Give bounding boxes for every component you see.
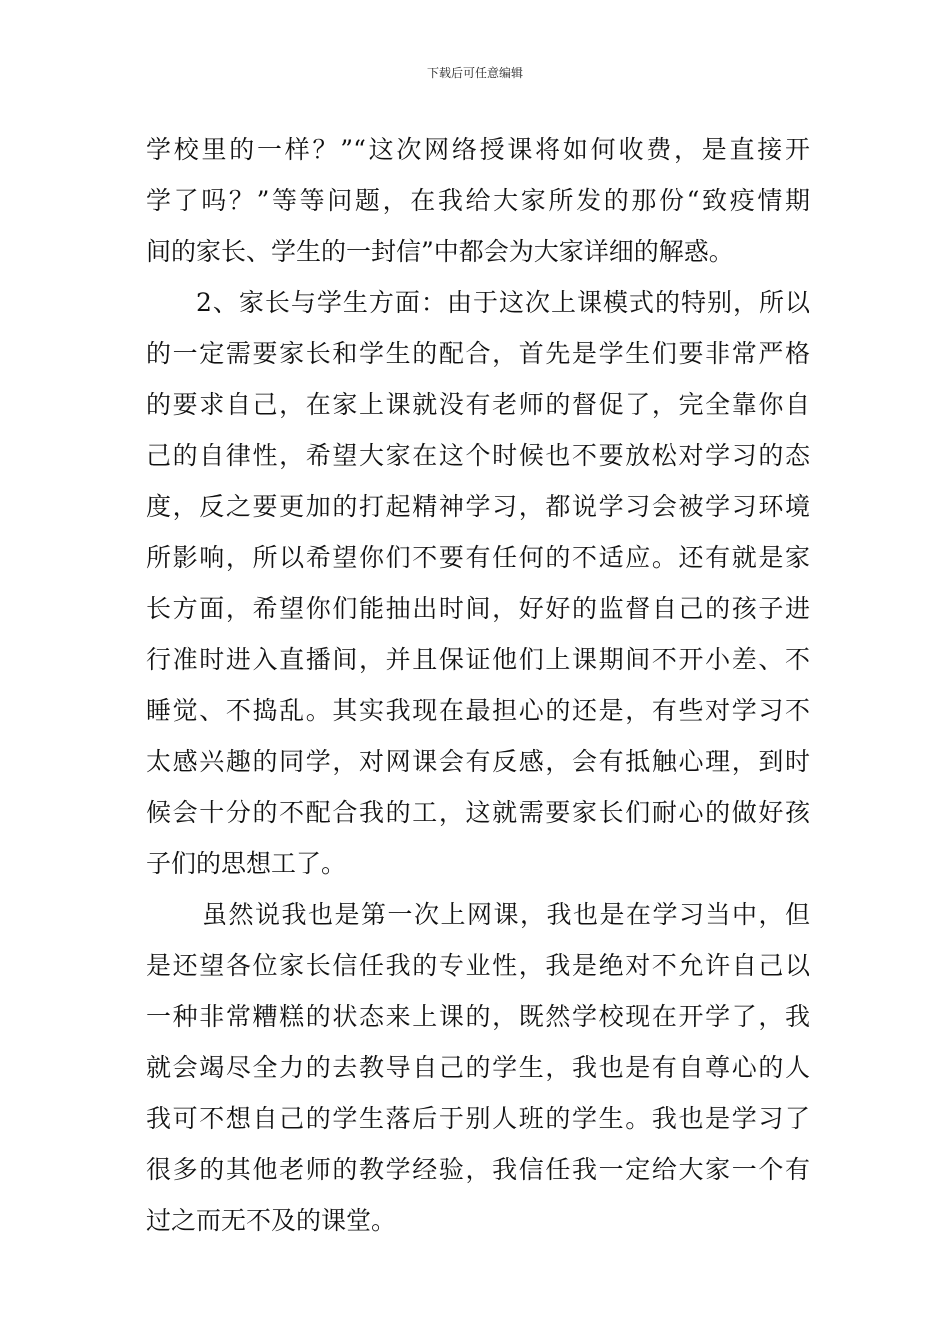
text-line: 就会竭尽全力的去教导自己的学生，我也是有自尊心的人 <box>146 1053 810 1082</box>
text-line: 间的家长、学生的一封信”中都会为大家详细的解惑。 <box>146 237 734 266</box>
text-line: 所影响，所以希望你们不要有任何的不适应。还有就是家 <box>146 543 810 572</box>
text-line: 学校里的一样？”“这次网络授课将如何收费，是直接开 <box>146 135 810 164</box>
text-line: 行准时进入直播间，并且保证他们上课期间不开小差、不 <box>146 645 810 674</box>
text-line: 我可不想自己的学生落后于别人班的学生。我也是学习了 <box>146 1104 810 1133</box>
text-line: 很多的其他老师的教学经验，我信任我一定给大家一个有 <box>146 1155 810 1184</box>
text-line: 的一定需要家长和学生的配合，首先是学生们要非常严格 <box>146 339 810 368</box>
text-line: 过之而无不及的课堂。 <box>146 1206 397 1235</box>
document-body <box>146 124 810 1246</box>
text-line: 太感兴趣的同学，对网课会有反感，会有抵触心理，到时 <box>146 747 810 776</box>
text-line: 长方面，希望你们能抽出时间，好好的监督自己的孩子进 <box>146 594 810 623</box>
text-line: 睡觉、不捣乱。其实我现在最担心的还是，有些对学习不 <box>146 696 810 725</box>
text-line: 候会十分的不配合我的工，这就需要家长们耐心的做好孩 <box>146 798 810 827</box>
text-line: 是还望各位家长信任我的专业性，我是绝对不允许自己以 <box>146 951 810 980</box>
text-line: 的要求自己，在家上课就没有老师的督促了，完全靠你自 <box>146 390 810 419</box>
text-line: 2、家长与学生方面：由于这次上课模式的特别，所以 <box>196 288 810 317</box>
text-line: 学了吗？”等等问题，在我给大家所发的那份“致疫情期 <box>146 186 810 215</box>
text-line: 虽然说我也是第一次上网课，我也是在学习当中，但 <box>202 900 810 929</box>
text-line: 度，反之要更加的打起精神学习，都说学习会被学习环境 <box>146 492 810 521</box>
page-header: 下载后可任意编辑 <box>426 66 523 80</box>
text-line: 己的自律性，希望大家在这个时候也不要放松对学习的态 <box>146 441 810 470</box>
text-line: 子们的思想工了。 <box>146 849 347 878</box>
text-line: 一种非常糟糕的状态来上课的，既然学校现在开学了，我 <box>146 1002 810 1031</box>
